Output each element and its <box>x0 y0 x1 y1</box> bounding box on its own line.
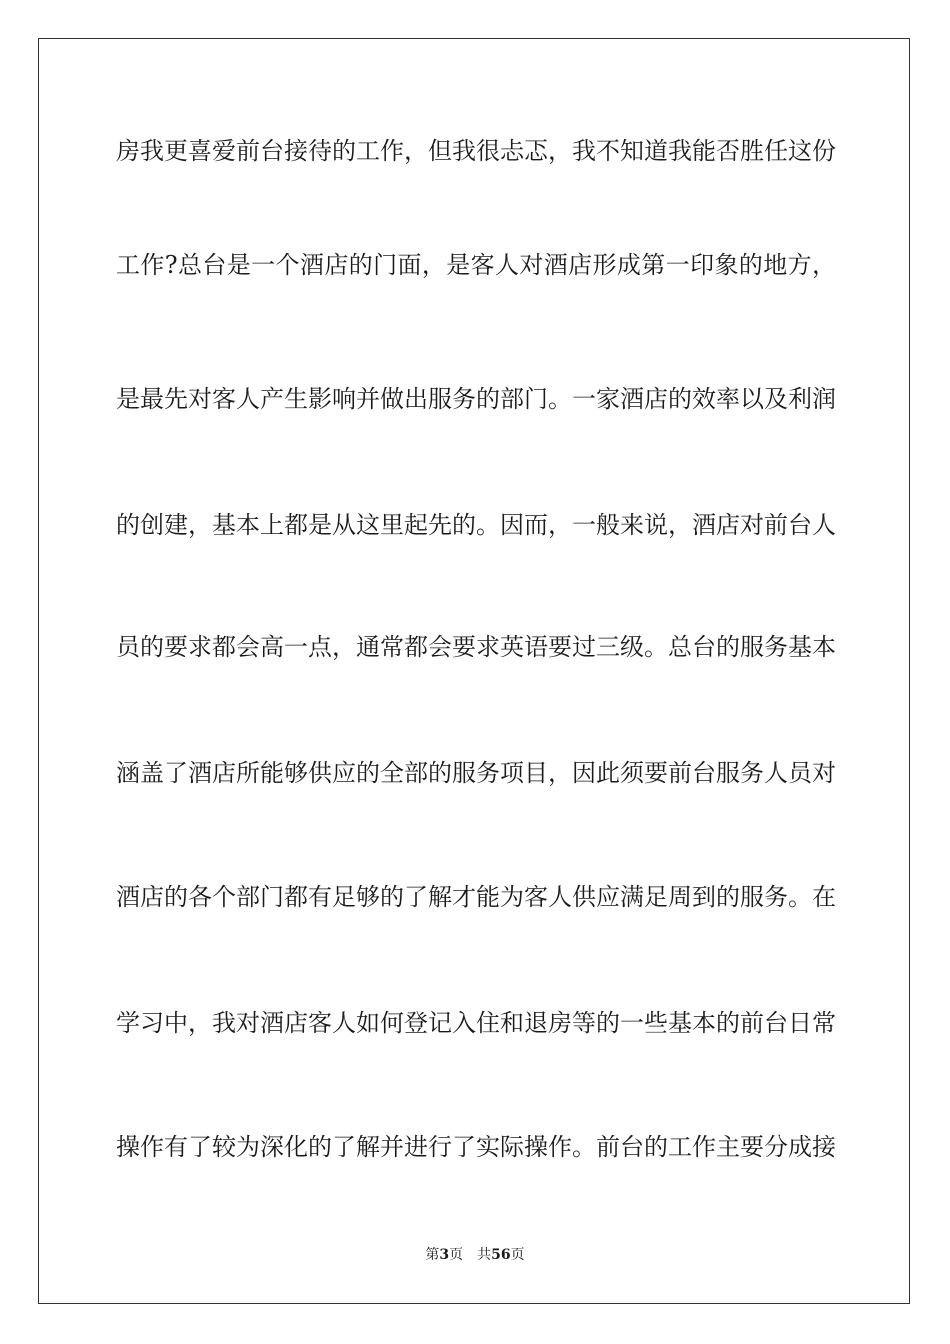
body-text-line-8: 学习中，我对酒店客人如何登记入住和退房等的一些基本的前台日常 <box>116 1009 836 1037</box>
page-number: 3 <box>439 1247 450 1263</box>
page-prefix: 第 <box>425 1247 440 1263</box>
body-text-line-5: 员的要求都会高一点，通常都会要求英语要过三级。总台的服务基本 <box>116 633 836 661</box>
body-text-line-2: 工作?总台是一个酒店的门面，是客人对酒店形成第一印象的地方， <box>116 251 836 279</box>
body-text-line-9: 操作有了较为深化的了解并进行了实际操作。前台的工作主要分成接 <box>116 1133 836 1161</box>
total-suffix: 页 <box>510 1247 525 1263</box>
body-text-line-1: 房我更喜爱前台接待的工作，但我很忐忑，我不知道我能否胜任这份 <box>116 137 836 165</box>
body-text-line-3: 是最先对客人产生影响并做出服务的部门。一家酒店的效率以及利润 <box>116 385 836 413</box>
body-text-line-6: 涵盖了酒店所能够供应的全部的服务项目，因此须要前台服务人员对 <box>116 759 836 787</box>
page-border <box>38 38 910 1304</box>
body-text-line-4: 的创建，基本上都是从这里起先的。因而，一般来说，酒店对前台人 <box>116 511 836 539</box>
page-suffix: 页 <box>449 1247 464 1263</box>
total-prefix: 共 <box>477 1247 492 1263</box>
page-footer <box>0 1246 950 1264</box>
total-pages: 56 <box>491 1247 511 1263</box>
body-text-line-7: 酒店的各个部门都有足够的了解才能为客人供应满足周到的服务。在 <box>116 883 836 911</box>
